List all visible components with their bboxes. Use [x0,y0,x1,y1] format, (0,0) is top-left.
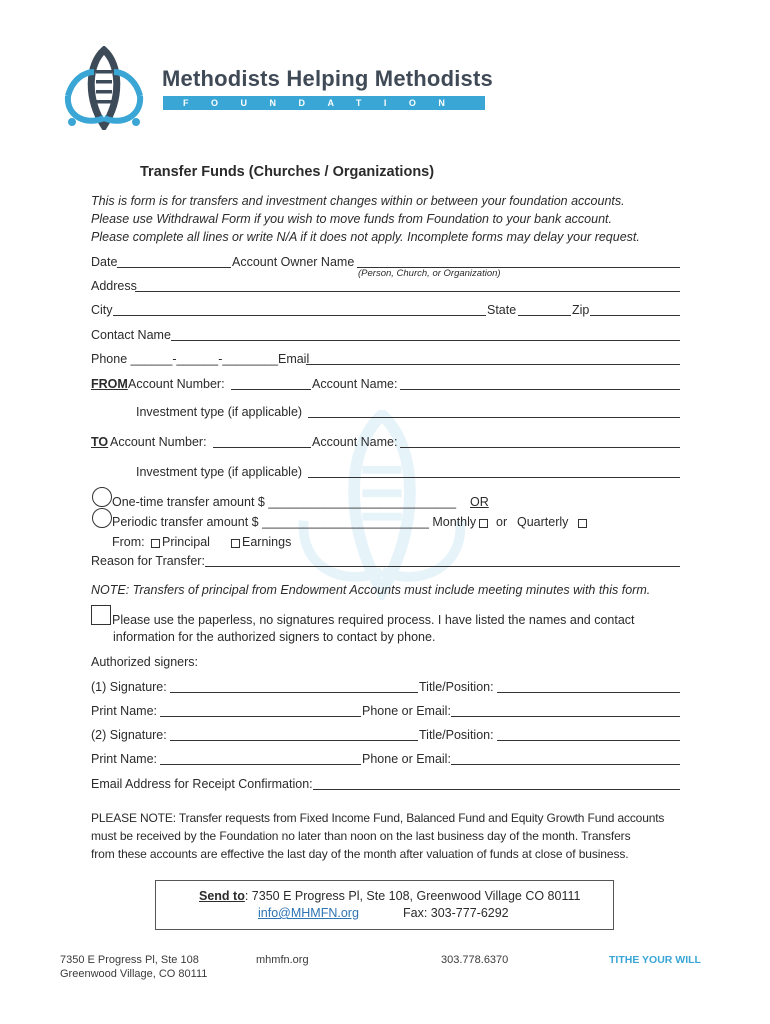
city-label: City [91,303,113,317]
fax-number: Fax: 303-777-6292 [403,906,509,920]
monthly-checkbox[interactable] [479,519,488,528]
from-account-name-label: Account Name: [312,377,398,391]
print-name-2-field[interactable] [160,764,361,765]
onetime-transfer-radio[interactable] [92,487,112,507]
send-to-label: Send to [199,889,245,903]
from-label: FROM [91,377,128,391]
receipt-email-label: Email Address for Receipt Confirmation: [91,777,313,791]
date-field[interactable] [117,267,231,268]
from-word: From: [112,535,145,549]
or-label: OR [470,495,489,509]
date-label: Date [91,255,118,269]
phone-email-1-field[interactable] [451,716,680,717]
principal-checkbox[interactable] [151,539,160,548]
contact-field[interactable] [171,340,680,341]
intro-line-2: Please use Withdrawal Form if you wish to move funds from Foundation to your bank account. [91,212,612,226]
quarterly-checkbox[interactable] [578,519,587,528]
to-account-number-label: Account Number: [110,435,207,449]
please-note-line-1: PLEASE NOTE: Transfer requests from Fixed Income Fund, Balanced Fund and Equity Growth Fund accounts [91,811,665,825]
phone-email-label: Phone ______-______-________Email [91,352,310,366]
foundation-logo [58,46,150,130]
paperless-checkbox[interactable] [91,605,111,625]
signature-2-field[interactable] [170,740,418,741]
owner-label: Account Owner Name [232,255,355,269]
zip-field[interactable] [590,315,680,316]
periodic-transfer-label: Periodic transfer amount $ ________________________ Monthly [112,515,477,529]
to-account-name-field[interactable] [400,447,680,448]
paperless-line-2: information for the authorized signers to contact by phone. [113,630,436,644]
reason-label: Reason for Transfer: [91,554,205,568]
signature-2-label: (2) Signature: [91,728,167,742]
reason-field[interactable] [205,566,680,567]
from-investment-type-label: Investment type (if applicable) [136,405,303,419]
signature-1-label: (1) Signature: [91,680,167,694]
email-link[interactable]: info@MHMFN.org [258,906,359,920]
address-field[interactable] [135,291,680,292]
send-to-address: : 7350 E Progress Pl, Ste 108, Greenwood Village CO 80111 [244,889,581,903]
earnings-checkbox[interactable] [231,539,240,548]
state-field[interactable] [518,315,571,316]
print-name-1-field[interactable] [160,716,361,717]
phone-email-2-label: Phone or Email: [362,752,451,766]
to-label: TO [91,435,109,449]
send-to-line [199,889,580,904]
footer-phone: 303.778.6370 [441,954,509,966]
intro-line-3: Please complete all lines or write N/A if it does not apply. Incomplete forms may delay your request. [91,230,640,244]
form-title: Transfer Funds (Churches / Organizations) [140,164,435,180]
owner-hint: (Person, Church, or Organization) [358,268,501,279]
from-account-number-label: Account Number: [128,377,225,391]
signature-1-field[interactable] [170,692,418,693]
email-field[interactable] [306,364,680,365]
title-2-label: Title/Position: [419,728,494,742]
quarterly-label: Quarterly [517,515,569,529]
contact-label: Contact Name [91,328,171,342]
receipt-email-field[interactable] [313,789,680,790]
onetime-transfer-label: One-time transfer amount $ ___________________________ [112,495,457,509]
principal-label: Principal [162,535,210,549]
city-field[interactable] [113,315,486,316]
print-name-1-label: Print Name: [91,704,157,718]
brand-name: Methodists Helping Methodists [162,66,493,91]
from-account-number-field[interactable] [231,389,311,390]
from-account-name-field[interactable] [400,389,680,390]
earnings-label: Earnings [242,535,292,549]
or-word: or [496,515,508,529]
zip-label: Zip [572,303,590,317]
to-account-number-field[interactable] [213,447,311,448]
to-account-name-label: Account Name: [312,435,398,449]
intro-line-1: This is form is for transfers and investment changes within or between your foundation accounts. [91,194,625,208]
footer-website[interactable]: mhmfn.org [256,954,309,966]
authorized-signers-label: Authorized signers: [91,655,199,669]
title-2-field[interactable] [497,740,680,741]
please-note-line-3: from these accounts are effective the last day of the month after valuation of funds at close of business. [91,847,629,861]
paperless-line-1: Please use the paperless, no signatures required process. I have listed the names and contact [112,613,635,627]
state-label: State [487,303,517,317]
periodic-transfer-radio[interactable] [92,508,112,528]
endowment-note: NOTE: Transfers of principal from Endowment Accounts must include meeting minutes with this form. [91,583,651,597]
to-investment-type-label: Investment type (if applicable) [136,465,303,479]
footer-tagline: TITHE YOUR WILL [609,954,701,966]
brand-subtitle: FOUNDATION [163,96,485,110]
footer-address-2: Greenwood Village, CO 80111 [60,968,208,980]
send-to-box [155,880,614,930]
please-note-line-2: must be received by the Foundation no later than noon on the last business day of the month. Transfers [91,829,631,843]
phone-email-2-field[interactable] [451,764,680,765]
address-label: Address [91,279,137,293]
title-1-field[interactable] [497,692,680,693]
to-investment-type-field[interactable] [308,477,680,478]
phone-email-1-label: Phone or Email: [362,704,451,718]
title-1-label: Title/Position: [419,680,494,694]
footer-address-1: 7350 E Progress Pl, Ste 108 [60,954,199,966]
print-name-2-label: Print Name: [91,752,157,766]
from-investment-type-field[interactable] [308,417,680,418]
